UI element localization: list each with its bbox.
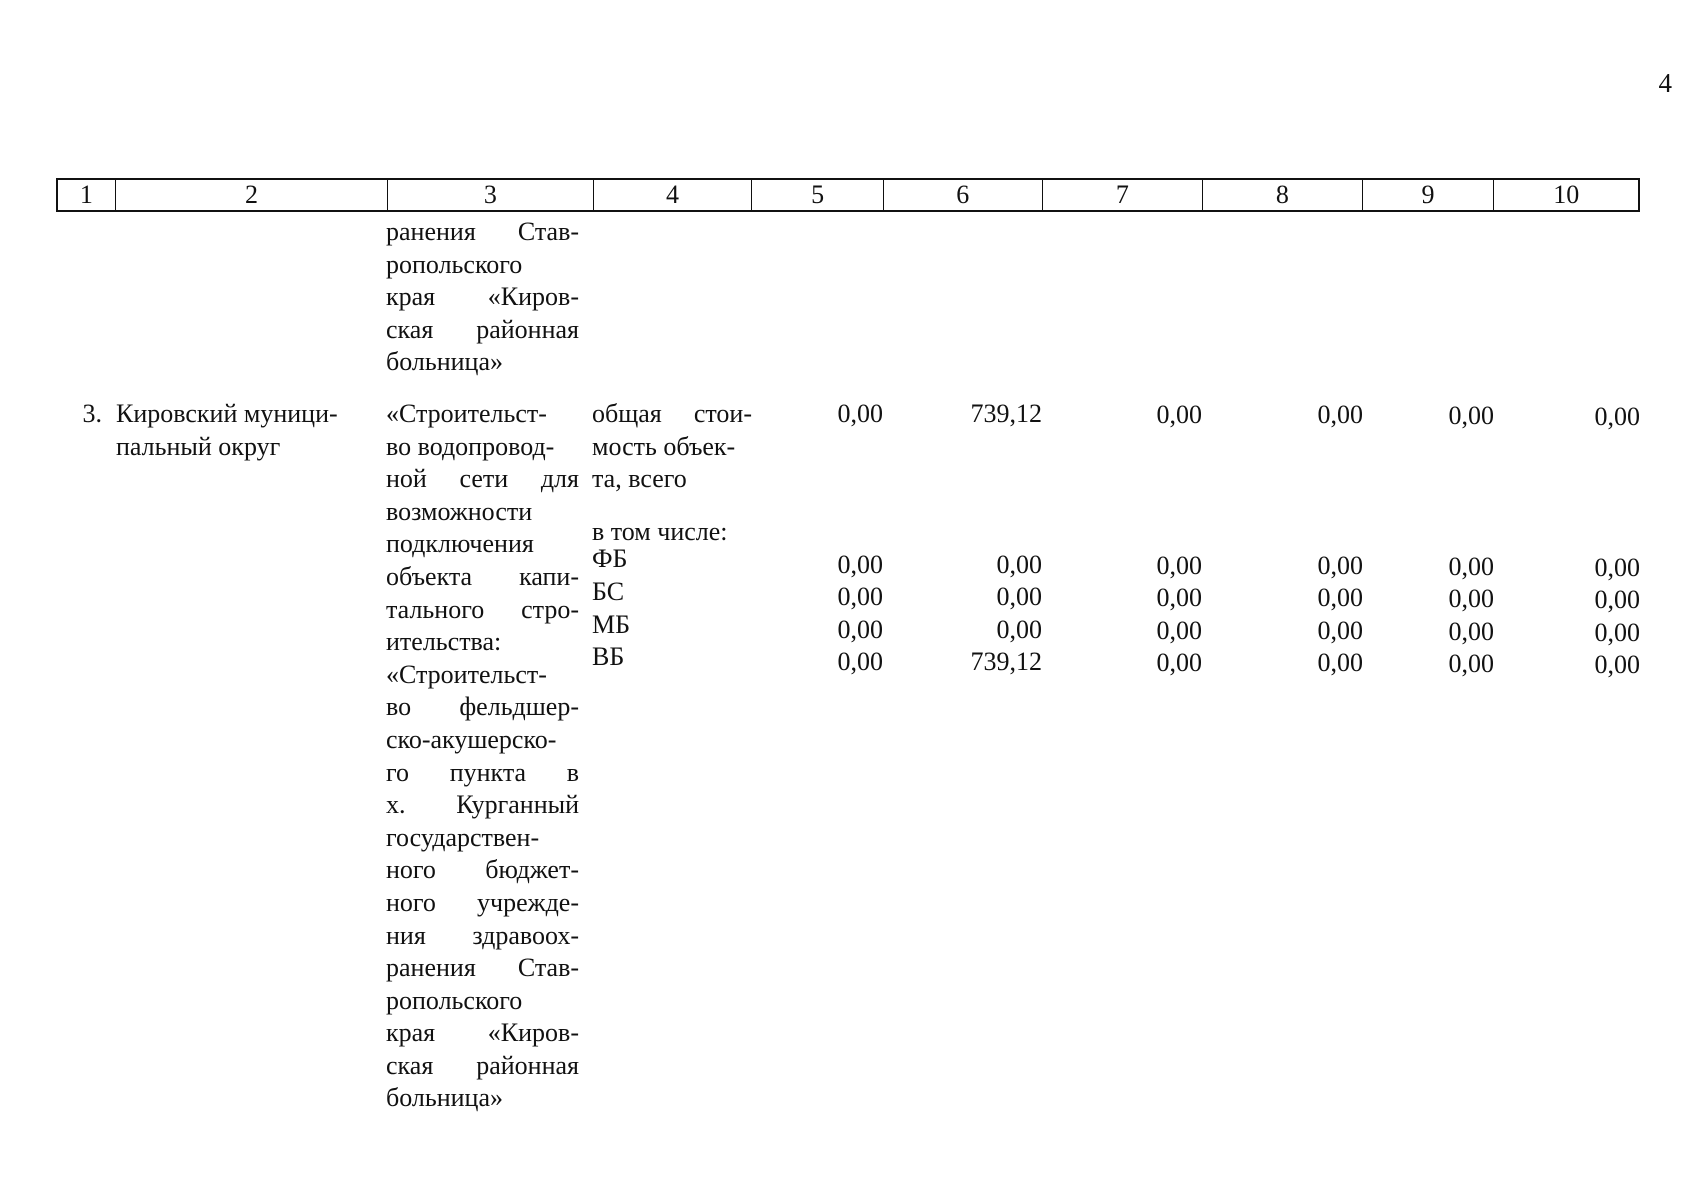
header-col-3: 3 <box>388 180 593 210</box>
continuation-text <box>386 216 579 379</box>
object-line: больница» <box>386 1083 503 1113</box>
object-line: ропольского <box>386 985 523 1015</box>
object-line: тального стро- <box>386 594 579 624</box>
value-vb: 0,00 <box>1156 648 1202 678</box>
value-total: 0,00 <box>1317 400 1363 429</box>
value-mb: 0,00 <box>996 614 1042 644</box>
object-line: го пункта в <box>386 757 579 787</box>
object-line: ного бюджет- <box>386 855 579 885</box>
value-bs: 0,00 <box>837 582 883 612</box>
source-vb: ВБ <box>592 642 625 672</box>
continuation-line: ранения Став- <box>386 217 579 246</box>
object-line: объекта капи- <box>386 561 579 591</box>
header-col-1: 1 <box>58 180 116 210</box>
object-line: ния здравоох- <box>386 920 579 950</box>
value-vb: 0,00 <box>1317 648 1363 678</box>
value-bs: 0,00 <box>1448 584 1494 614</box>
header-col-6: 6 <box>884 180 1043 210</box>
object-line: ительства: <box>386 627 502 657</box>
source-bs: БС <box>592 576 625 606</box>
value-mb: 0,00 <box>1594 617 1640 647</box>
value-total: 0,00 <box>1156 400 1202 429</box>
value-total: 739,12 <box>970 399 1042 428</box>
value-bs: 0,00 <box>1156 583 1202 613</box>
values-col-5 <box>743 398 883 679</box>
value-bs: 0,00 <box>996 582 1042 612</box>
source-mb: МБ <box>592 609 631 639</box>
header-col-8: 8 <box>1203 180 1363 210</box>
territory-line: Кировский муници- <box>116 399 338 428</box>
value-mb: 0,00 <box>1448 616 1494 646</box>
values-col-10 <box>1500 401 1640 682</box>
territory-name <box>116 398 366 463</box>
value-vb: 739,12 <box>970 647 1042 677</box>
value-fb: 0,00 <box>1317 550 1363 580</box>
values-col-7 <box>1062 399 1202 680</box>
row-number: 3. <box>82 399 102 428</box>
value-vb: 0,00 <box>1448 649 1494 679</box>
object-line: ская районная <box>386 1050 579 1080</box>
value-vb: 0,00 <box>1594 650 1640 680</box>
source-fb: ФБ <box>592 544 628 574</box>
value-mb: 0,00 <box>1156 615 1202 645</box>
object-line: государствен- <box>386 822 540 852</box>
cost-line: та, всего <box>592 464 687 494</box>
value-mb: 0,00 <box>837 614 883 644</box>
value-mb: 0,00 <box>1317 615 1363 645</box>
object-line: «Строительст- <box>386 659 547 689</box>
territory-line: пальный округ <box>116 431 281 461</box>
object-line: во водопровод- <box>386 431 555 461</box>
object-line: х. Курганный <box>386 790 579 820</box>
cost-line: мость объек- <box>592 431 736 461</box>
value-total: 0,00 <box>1448 401 1494 430</box>
object-line: ско-акушерско- <box>386 724 557 754</box>
object-line: ной сети для <box>386 464 579 494</box>
object-line: подключения <box>386 529 534 559</box>
value-fb: 0,00 <box>996 549 1042 579</box>
value-total: 0,00 <box>837 399 883 428</box>
value-fb: 0,00 <box>837 549 883 579</box>
value-total: 0,00 <box>1594 402 1640 431</box>
continuation-line: ская районная <box>386 314 579 344</box>
header-col-2: 2 <box>116 180 388 210</box>
value-bs: 0,00 <box>1594 585 1640 615</box>
continuation-line: ропольского <box>386 249 523 279</box>
header-col-10: 10 <box>1553 180 1580 209</box>
object-description <box>386 398 579 1115</box>
values-col-8 <box>1223 399 1363 680</box>
continuation-line: больница» <box>386 347 503 377</box>
value-vb: 0,00 <box>837 647 883 677</box>
funding-sources <box>592 398 752 674</box>
continuation-line: края «Киров- <box>386 282 579 312</box>
value-bs: 0,00 <box>1317 583 1363 613</box>
including-label: в том числе: <box>592 516 728 546</box>
value-fb: 0,00 <box>1594 552 1640 582</box>
object-line: края «Киров- <box>386 1018 579 1048</box>
page-number: 4 <box>1658 68 1672 98</box>
object-line: во фельдшер- <box>386 692 579 722</box>
value-fb: 0,00 <box>1448 551 1494 581</box>
values-col-9 <box>1354 400 1494 681</box>
cost-line: общая стои- <box>592 399 752 428</box>
value-fb: 0,00 <box>1156 550 1202 580</box>
column-number-header <box>56 178 1640 212</box>
object-line: возможности <box>386 496 533 526</box>
object-line: «Строительст- <box>386 399 547 428</box>
header-col-4: 4 <box>594 180 753 210</box>
header-col-9: 9 <box>1363 180 1495 210</box>
object-line: ранения Став- <box>386 953 579 983</box>
header-col-5: 5 <box>752 180 884 210</box>
values-col-6 <box>902 398 1042 679</box>
object-line: ного учрежде- <box>386 887 579 917</box>
header-col-7: 7 <box>1043 180 1204 210</box>
